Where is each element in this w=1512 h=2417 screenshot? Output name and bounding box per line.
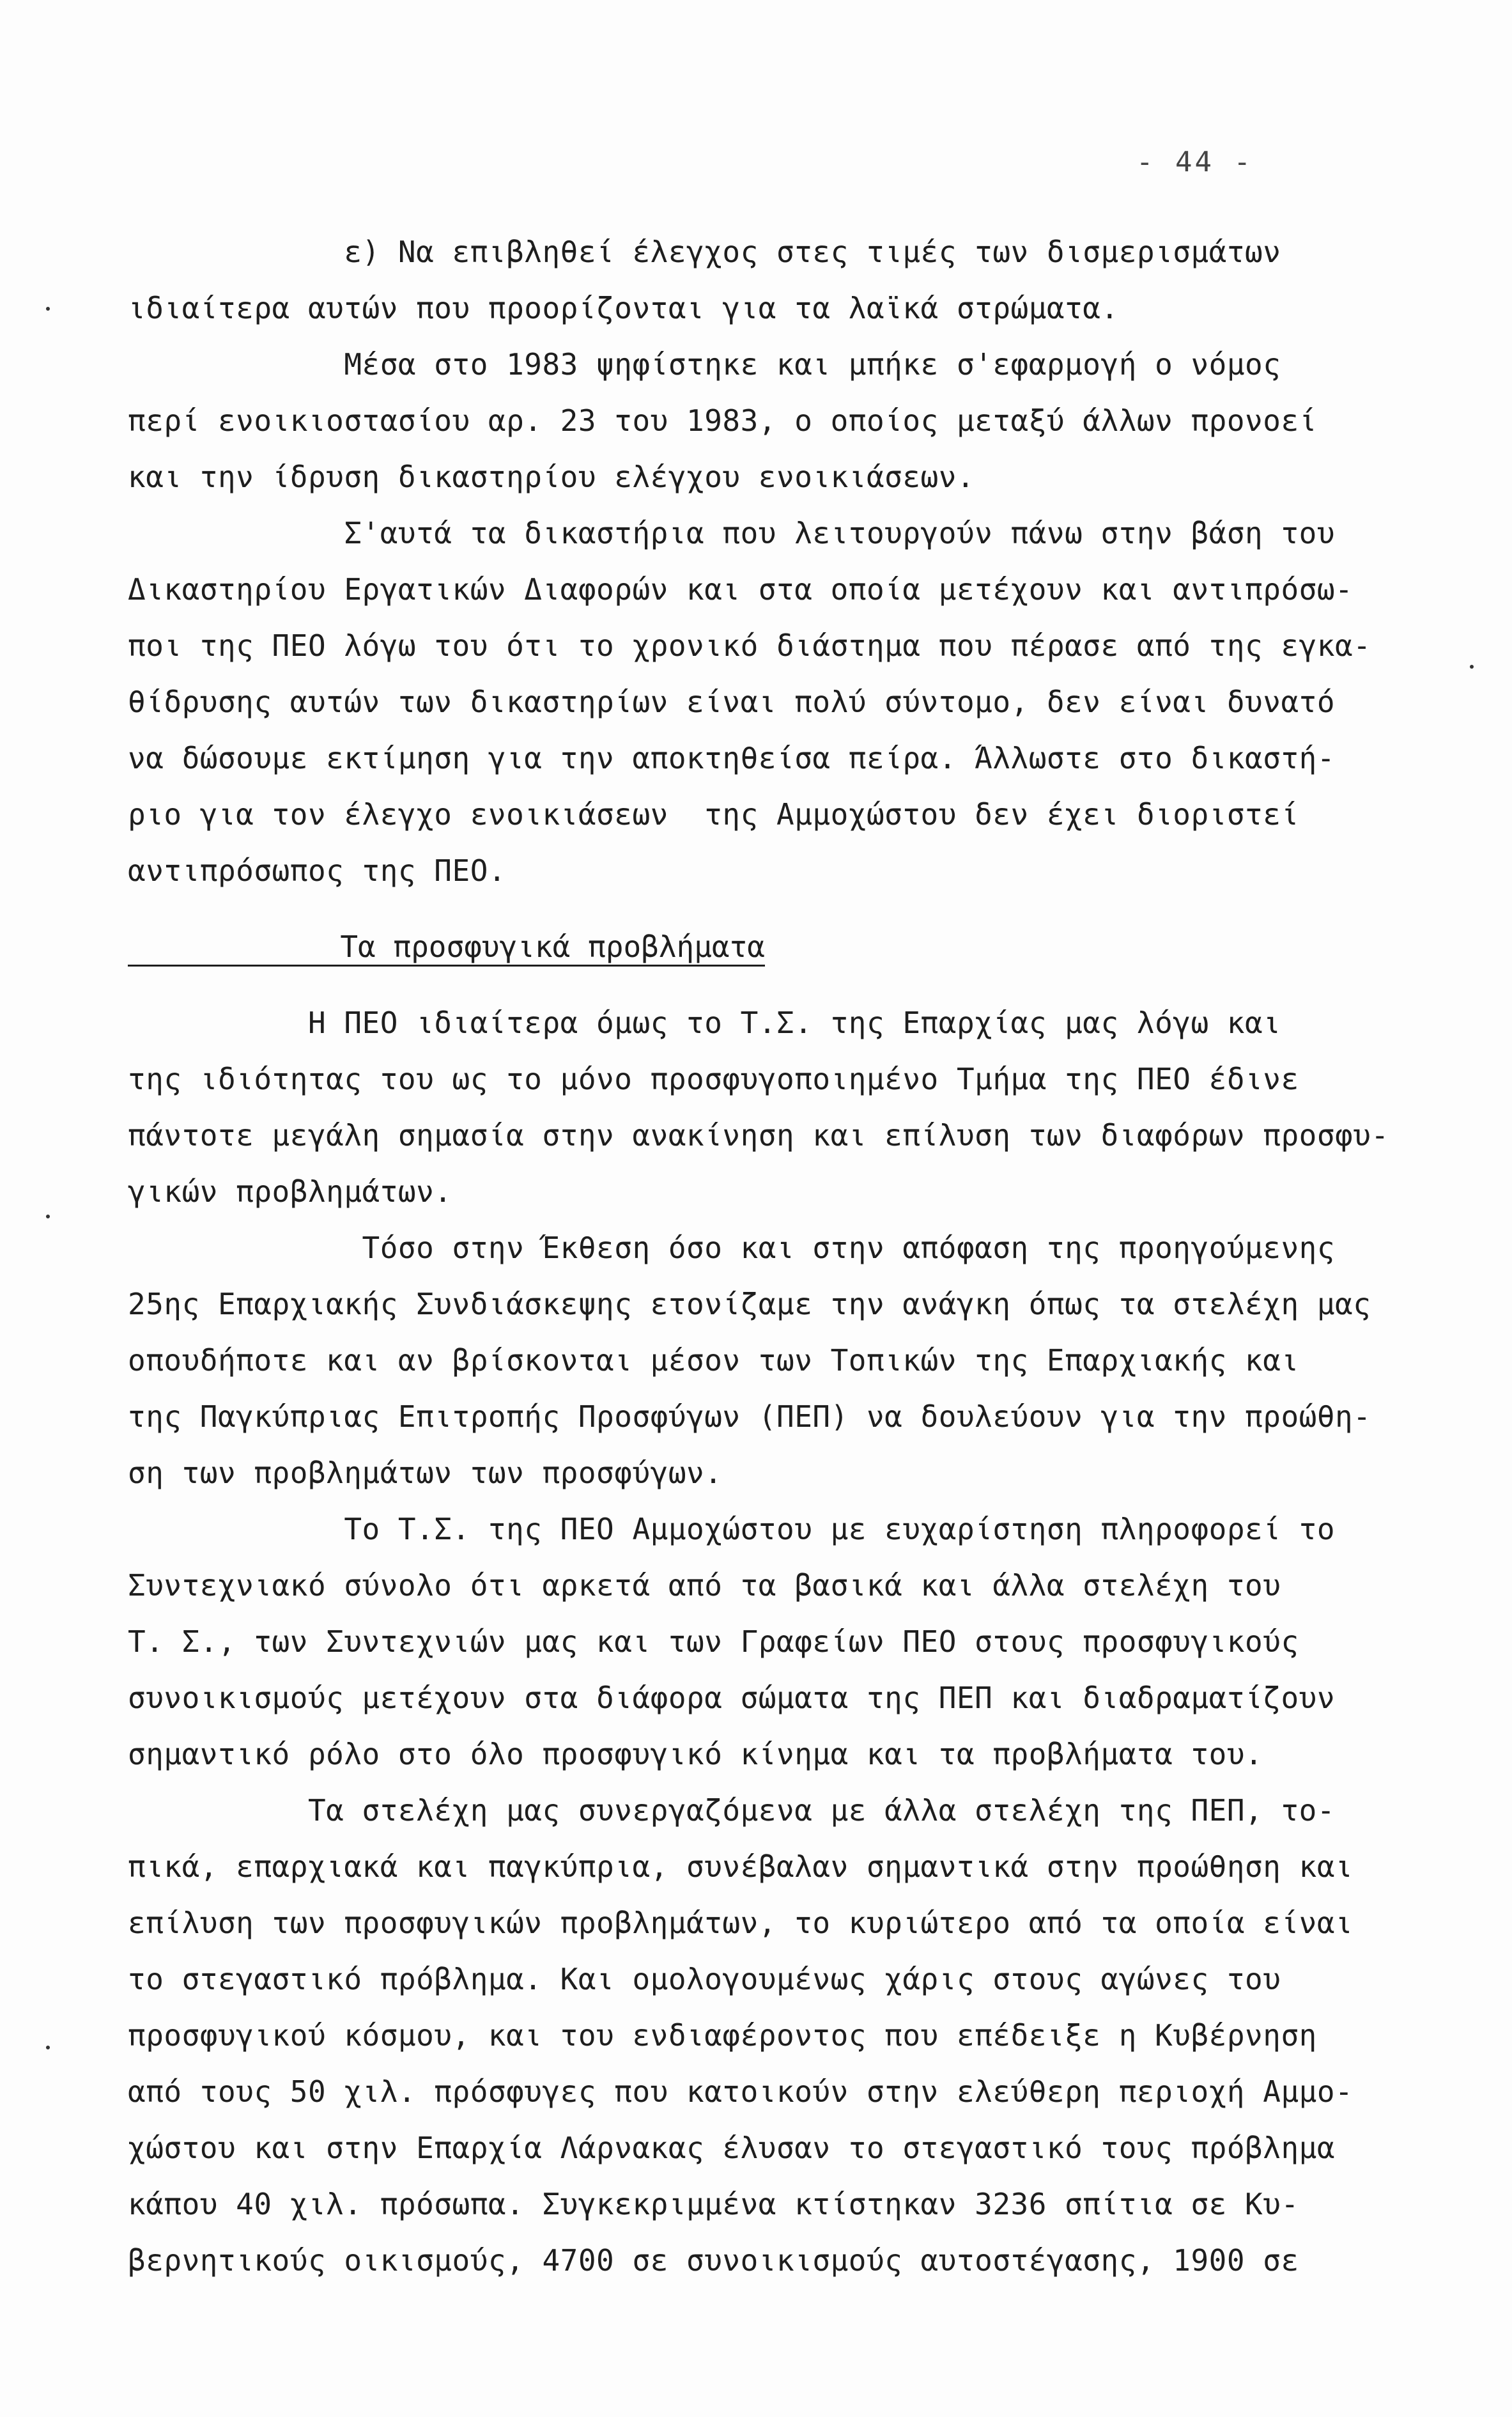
text-line: Μέσα στο 1983 ψηφίστηκε και μπήκε σ'εφαρμογή ο νόμος	[128, 347, 1281, 382]
text-line: ριο για τον έλεγχο ενοικιάσεων της Αμμοχώστου δεν έχει διοριστεί	[128, 797, 1299, 832]
text-line: ε) Να επιβληθεί έλεγχος στες τιμές των δισμερισμάτων	[128, 235, 1281, 269]
scan-speck	[1470, 665, 1474, 669]
text-line: 25ης Επαρχιακής Συνδιάσκεψης ετονίζαμε την ανάγκη όπως τα στελέχη μας	[128, 1287, 1371, 1321]
text-line: βερνητικούς οικισμούς, 4700 σε συνοικισμούς αυτοστέγασης, 1900 σε	[128, 2243, 1299, 2278]
text-line: και την ίδρυση δικαστηρίου ελέγχου ενοικιάσεων.	[128, 460, 975, 494]
text-line: Σ'αυτά τα δικαστήρια που λειτουργούν πάνω στην βάση του	[128, 516, 1336, 550]
document-body	[128, 224, 1451, 2289]
text-line: οπουδήποτε και αν βρίσκονται μέσον των Τοπικών της Επαρχιακής και	[128, 1343, 1299, 1378]
text-line: χώστου και στην Επαρχία Λάρνακας έλυσαν το στεγαστικό τους πρόβλημα	[128, 2131, 1336, 2165]
text-line: προσφυγικού κόσμου, και του ενδιαφέροντος που επέδειξε η Κυβέρνηση	[128, 2018, 1317, 2053]
text-line: το στεγαστικό πρόβλημα. Και ομολογουμένως χάρις στους αγώνες του	[128, 1962, 1281, 1996]
text-line: αντιπρόσωπος της ΠΕΟ.	[128, 853, 507, 888]
text-line: ση των προβλημάτων των προσφύγων.	[128, 1456, 723, 1490]
text-line: επίλυση των προσφυγικών προβλημάτων, το κυριώτερο από τα οποία είναι	[128, 1906, 1354, 1940]
page-number: - 44 -	[1136, 146, 1253, 178]
text-line: κάπου 40 χιλ. πρόσωπα. Συγκεκριμμένα κτίστηκαν 3236 σπίτια σε Κυ-	[128, 2187, 1299, 2221]
text-line: θίδρυσης αυτών των δικαστηρίων είναι πολύ σύντομο, δεν είναι δυνατό	[128, 685, 1336, 719]
scan-speck	[46, 2046, 50, 2049]
text-line: συνοικισμούς μετέχουν στα διάφορα σώματα της ΠΕΠ και διαδραματίζουν	[128, 1681, 1336, 1715]
text-line: ποι της ΠΕΟ λόγω του ότι το χρονικό διάστημα που πέρασε από της εγκα-	[128, 628, 1371, 663]
text-line: της ιδιότητας του ως το μόνο προσφυγοποιημένο Τμήμα της ΠΕΟ έδινε	[128, 1062, 1299, 1096]
text-line: περί ενοικιοστασίου αρ. 23 του 1983, ο οποίος μεταξύ άλλων προνοεί	[128, 403, 1317, 438]
text-line: Η ΠΕΟ ιδιαίτερα όμως το Τ.Σ. της Επαρχίας μας λόγω και	[128, 1006, 1281, 1040]
text-line: ιδιαίτερα αυτών που προορίζονται για τα λαϊκά στρώματα.	[128, 291, 1119, 325]
section-heading: Τα προσφυγικά προβλήματα	[128, 929, 765, 964]
text-line: πικά, επαρχιακά και παγκύπρια, συνέβαλαν σημαντικά στην προώθηση και	[128, 1849, 1354, 1884]
text-line: από τους 50 χιλ. πρόσφυγες που κατοικούν στην ελεύθερη περιοχή Αμμο-	[128, 2074, 1354, 2109]
text-line: Το Τ.Σ. της ΠΕΟ Αμμοχώστου με ευχαρίστηση πληροφορεί το	[128, 1512, 1336, 1546]
scan-speck	[46, 1215, 50, 1218]
text-line: Δικαστηρίου Εργατικών Διαφορών και στα οποία μετέχουν και αντιπρόσω-	[128, 572, 1354, 607]
text-line: της Παγκύπριας Επιτροπής Προσφύγων (ΠΕΠ) να δουλεύουν για την προώθη-	[128, 1399, 1371, 1434]
text-line: Συντεχνιακό σύνολο ότι αρκετά από τα βασικά και άλλα στελέχη του	[128, 1568, 1281, 1603]
text-line: Τα στελέχη μας συνεργαζόμενα με άλλα στελέχη της ΠΕΠ, το-	[128, 1793, 1336, 1828]
text-line: Τόσο στην Έκθεση όσο και στην απόφαση της προηγούμενης	[128, 1231, 1336, 1265]
text-line: γικών προβλημάτων.	[128, 1174, 452, 1209]
text-line: σημαντικό ρόλο στο όλο προσφυγικό κίνημα και τα προβλήματα του.	[128, 1737, 1263, 1771]
text-line: Τ. Σ., των Συντεχνιών μας και των Γραφείων ΠΕΟ στους προσφυγικούς	[128, 1624, 1299, 1659]
text-line: να δώσουμε εκτίμηση για την αποκτηθείσα πείρα. Άλλωστε στο δικαστή-	[128, 741, 1336, 775]
scan-speck	[46, 307, 50, 311]
text-line: πάντοτε μεγάλη σημασία στην ανακίνηση και επίλυση των διαφόρων προσφυ-	[128, 1118, 1389, 1153]
